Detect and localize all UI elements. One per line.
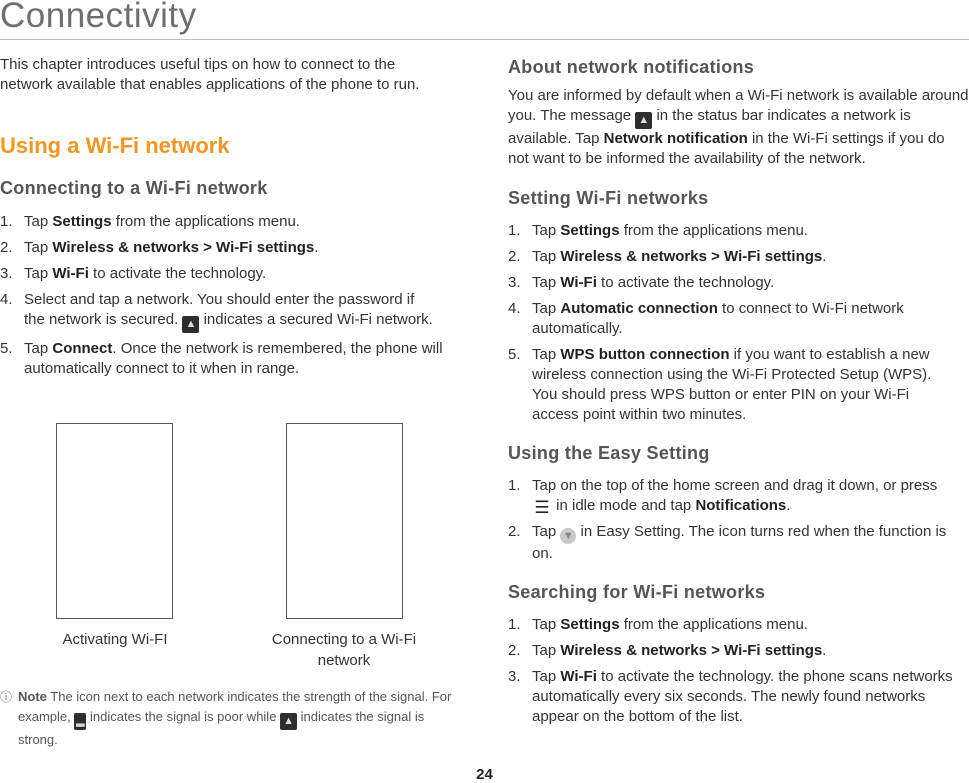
step-text: in Easy Setting. The icon turns red when the function is on. xyxy=(532,523,947,562)
searching-steps xyxy=(508,615,969,727)
secured-wifi-icon: ▲ xyxy=(182,316,199,333)
step-number: 3. xyxy=(0,265,13,282)
step-text: Tap xyxy=(532,248,561,265)
list-item xyxy=(508,273,969,293)
step-text: to activate the technology. xyxy=(88,265,267,282)
list-item xyxy=(0,264,460,284)
step-number: 1. xyxy=(0,213,13,230)
step-bold: Automatic connection xyxy=(560,300,718,317)
title-divider xyxy=(0,39,969,40)
step-bold: Wireless & networks > Wi-Fi settings xyxy=(560,642,823,659)
list-item xyxy=(0,212,460,232)
page-number: 24 xyxy=(476,766,493,783)
easy-setting-steps xyxy=(508,476,969,564)
caption-connecting-wifi: Connecting to a Wi-Fi network xyxy=(271,631,417,669)
left-column xyxy=(0,55,460,379)
wifi-toggle-icon: ▼ xyxy=(560,528,576,544)
step-text: . xyxy=(314,239,319,256)
step-text: . Once the network is remembered, the phone will automatically connect to it when in range. xyxy=(24,340,443,377)
step-bold: Settings xyxy=(560,616,620,633)
step-number: 2. xyxy=(508,523,521,540)
info-icon: ⓘ xyxy=(0,690,13,704)
step-text: Tap xyxy=(24,340,53,357)
step-text: . xyxy=(822,248,827,265)
step-text: from the applications menu. xyxy=(619,616,808,633)
intro-paragraph: This chapter introduces useful tips on how to connect to the network available that enables applications of the phone to run. xyxy=(0,56,420,93)
step-text: indicates a secured Wi-Fi network. xyxy=(199,311,433,328)
note-text xyxy=(0,687,460,750)
step-number: 2. xyxy=(508,248,521,265)
about-paragraph xyxy=(508,86,969,169)
list-item xyxy=(0,290,439,333)
step-number: 2. xyxy=(0,239,13,256)
network-available-icon: ▲ xyxy=(635,112,652,129)
step-text: to connect to Wi-Fi network automatically. xyxy=(532,300,904,337)
step-bold: Wi-Fi xyxy=(52,265,89,282)
step-number: 5. xyxy=(508,346,521,363)
step-text: Tap xyxy=(532,523,561,540)
step-text: Tap xyxy=(24,239,53,256)
step-text: Tap xyxy=(532,346,561,363)
note-text-part: indicates the signal is poor while xyxy=(86,709,281,724)
step-text: from the applications menu. xyxy=(111,213,300,230)
list-item xyxy=(508,522,969,564)
list-item xyxy=(508,345,957,425)
subheading-searching-networks: Searching for Wi-Fi networks xyxy=(508,582,766,602)
list-item xyxy=(508,221,969,241)
step-bold: Wireless & networks > Wi-Fi settings xyxy=(560,248,823,265)
step-bold: Settings xyxy=(52,213,112,230)
step-text: Tap xyxy=(532,616,561,633)
step-text: in idle mode and tap xyxy=(552,497,696,514)
step-number: 2. xyxy=(508,642,521,659)
step-bold: Wi-Fi xyxy=(560,668,597,685)
step-text: to activate the technology. the phone scans networks automatically every six seconds. The newly found networks appear on the bottom of the list. xyxy=(532,668,953,725)
step-text: Tap xyxy=(532,222,561,239)
note-text-part: The icon next to each network indicates the strength of the signal. For example, xyxy=(18,689,452,724)
step-text: Tap xyxy=(24,265,53,282)
paragraph-text: in the status bar indicates a network is available. Tap xyxy=(508,107,911,147)
step-text: Tap on the top of the home screen and drag it down, or press xyxy=(532,477,938,494)
step-number: 1. xyxy=(508,222,521,239)
subheading-setting-networks: Setting Wi-Fi networks xyxy=(508,188,709,208)
list-item xyxy=(508,247,969,267)
paragraph-text: You are informed by default when a Wi-Fi network is available around you. The message xyxy=(508,87,969,124)
step-bold: Wireless & networks > Wi-Fi settings xyxy=(52,239,315,256)
page-title: Connectivity xyxy=(0,0,197,35)
screenshot-activating-wifi xyxy=(56,423,173,619)
list-item xyxy=(0,339,460,379)
menu-icon: ☰ xyxy=(534,498,550,517)
screenshot-connecting-wifi xyxy=(286,423,403,619)
step-number: 5. xyxy=(0,340,13,357)
note-block xyxy=(0,687,460,750)
weak-signal-icon: ▂ xyxy=(74,713,86,730)
step-bold: Connect xyxy=(52,340,113,357)
note-text-part: indicates the signal is strong. xyxy=(18,709,425,747)
step-bold: Wi-Fi xyxy=(560,274,597,291)
step-text: Tap xyxy=(532,642,561,659)
step-text: . xyxy=(822,642,827,659)
step-number: 1. xyxy=(508,477,521,494)
caption-activating-wifi: Activating Wi-FI xyxy=(62,631,168,648)
step-text: from the applications menu. xyxy=(619,222,808,239)
step-bold: Notifications xyxy=(695,497,787,514)
paragraph-text: in the Wi-Fi settings if you do not want to be informed the availability of the network. xyxy=(508,130,945,167)
step-text: Select and tap a network. You should enter the password if the network is secured. xyxy=(24,291,415,328)
list-item xyxy=(508,476,942,516)
step-number: 1. xyxy=(508,616,521,633)
step-number: 3. xyxy=(508,274,521,291)
paragraph-bold: Network notification xyxy=(603,130,748,147)
note-label: Note xyxy=(18,689,47,704)
list-item xyxy=(0,238,460,258)
list-item xyxy=(508,641,969,661)
step-text: to activate the technology. xyxy=(596,274,775,291)
step-number: 4. xyxy=(0,291,13,308)
list-item xyxy=(508,667,969,727)
connecting-steps xyxy=(0,212,460,379)
step-text: Tap xyxy=(24,213,53,230)
step-bold: WPS button connection xyxy=(560,346,730,363)
step-text: Tap xyxy=(532,668,561,685)
step-text: if you want to establish a new wireless connection using the Wi-Fi Protected Setup (WPS). You should press WPS button or enter PIN on your Wi-Fi access point within two minutes. xyxy=(532,346,932,423)
subheading-about-notifications: About network notifications xyxy=(508,57,755,77)
right-column xyxy=(508,55,969,727)
strong-signal-icon: ▲ xyxy=(280,713,297,730)
setting-steps xyxy=(508,221,969,425)
subheading-connecting: Connecting to a Wi-Fi network xyxy=(0,178,268,198)
step-number: 3. xyxy=(508,668,521,685)
list-item xyxy=(508,299,969,339)
step-text: Tap xyxy=(532,300,561,317)
subheading-easy-setting: Using the Easy Setting xyxy=(508,443,710,463)
step-text: Tap xyxy=(532,274,561,291)
step-number: 4. xyxy=(508,300,521,317)
section-heading-wifi: Using a Wi-Fi network xyxy=(0,133,230,158)
list-item xyxy=(508,615,969,635)
step-bold: Settings xyxy=(560,222,620,239)
step-text: . xyxy=(786,497,791,514)
